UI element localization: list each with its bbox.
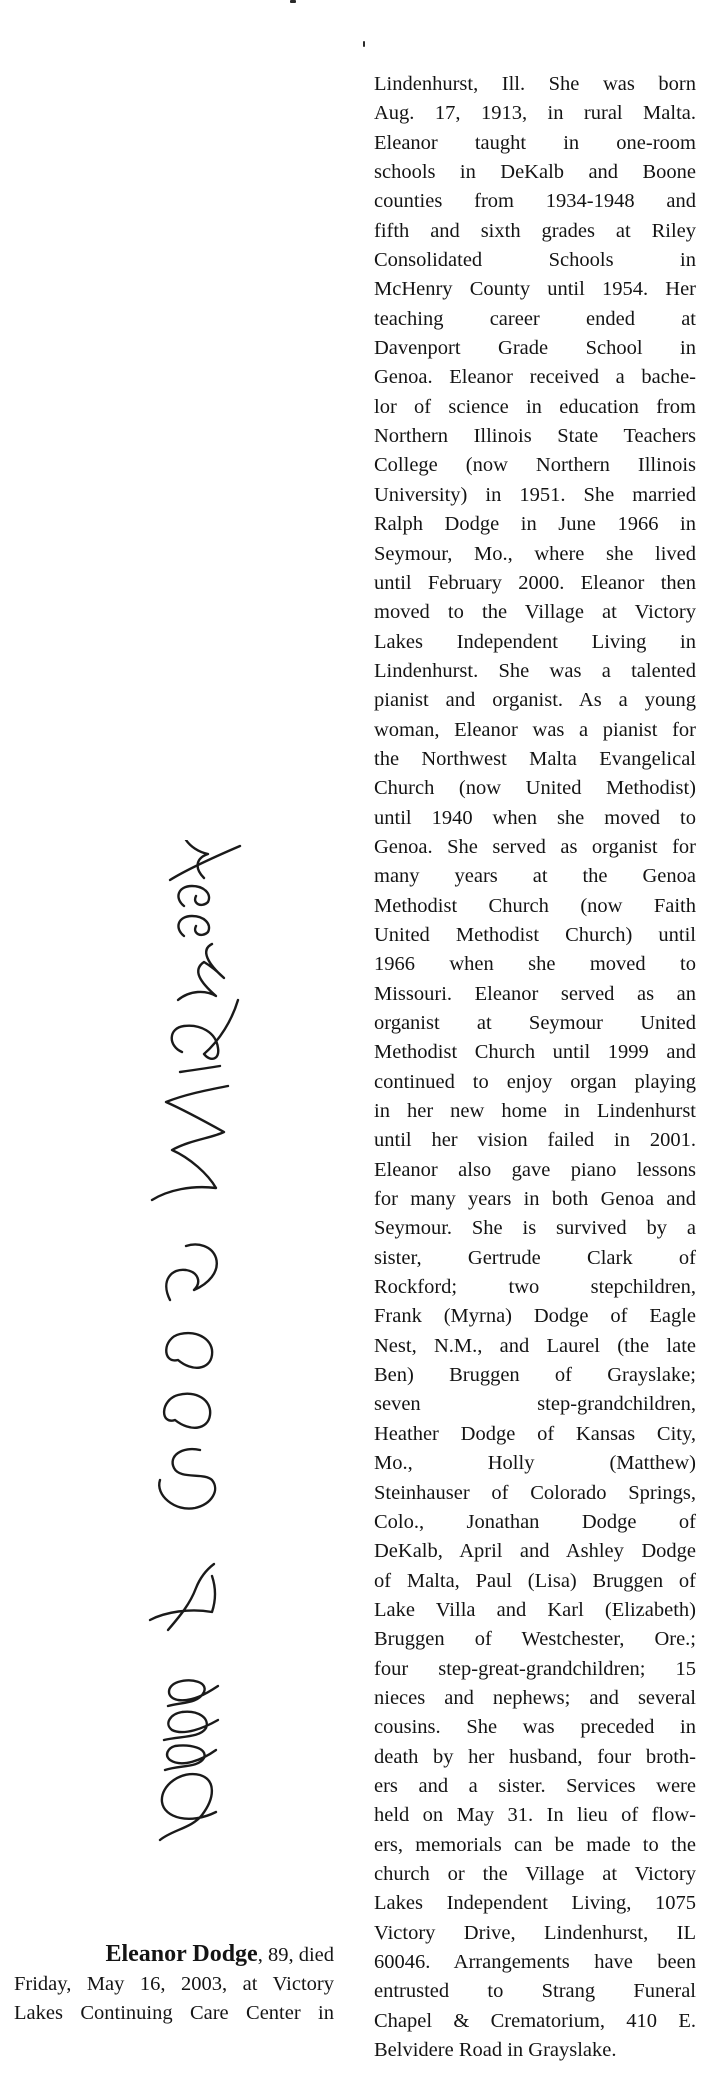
obituary-line: schools in DeKalb and Boone (374, 161, 696, 184)
lead-line-2: Friday, May 16, 2003, at Victory (14, 1972, 334, 1995)
obituary-line: Seymour. She is survived by a (374, 1217, 696, 1240)
obituary-line: McHenry County until 1954. Her (374, 278, 696, 301)
obituary-line: Victory Drive, Lindenhurst, IL (374, 1921, 696, 1944)
handwritten-date-note (120, 840, 260, 1850)
obituary-line: ers and a sister. Services were (374, 1774, 696, 1797)
obituary-line: Ralph Dodge in June 1966 in (374, 513, 696, 536)
obituary-line: seven step-grandchildren, (374, 1393, 696, 1416)
obituary-line: continued to enjoy organ playing (374, 1070, 696, 1093)
obituary-line: University) in 1951. She married (374, 483, 696, 506)
obituary-line: Lake Villa and Karl (Elizabeth) (374, 1598, 696, 1621)
deceased-name: Eleanor Dodge (105, 1941, 258, 1967)
obituary-line: pianist and organist. As a young (374, 689, 696, 712)
obituary-line: entrusted to Strang Funeral (374, 1980, 696, 2003)
obituary-line: Belvidere Road in Grayslake. (374, 2039, 617, 2062)
obituary-line: Lakes Independent Living, 1075 (374, 1892, 696, 1915)
obituary-line: Genoa. Eleanor received a bache- (374, 366, 696, 389)
obituary-line: the Northwest Malta Evangelical (374, 747, 696, 770)
obituary-line: church or the Village at Victory (374, 1862, 696, 1885)
obituary-line: four step-great-grandchildren; 15 (374, 1657, 696, 1680)
handwriting-drawing (120, 840, 260, 1850)
obituary-line: Davenport Grade School in (374, 337, 696, 360)
obituary-line: until 1940 when she moved to (374, 806, 696, 829)
obituary-line: Aug. 17, 1913, in rural Malta. (374, 102, 696, 125)
obituary-line: Northern Illinois State Teachers (374, 425, 696, 448)
lead-line-3: Lakes Continuing Care Center in (14, 2002, 334, 2024)
obituary-line: organist at Seymour United (374, 1012, 696, 1034)
obituary-line: sister, Gertrude Clark of (374, 1246, 696, 1269)
obituary-line: woman, Eleanor was a pianist for (374, 718, 696, 741)
scan-speck (290, 0, 296, 3)
obituary-line: counties from 1934-1948 and (374, 190, 696, 213)
obituary-line: fifth and sixth grades at Riley (374, 219, 696, 242)
obituary-line: Lakes Independent Living in (374, 630, 696, 653)
obituary-line: Ben) Bruggen of Grayslake; (374, 1364, 696, 1387)
obituary-line: until February 2000. Eleanor then (374, 571, 696, 594)
obituary-line: College (now Northern Illinois (374, 454, 696, 477)
obituary-line: Chapel & Crematorium, 410 E. (374, 2009, 696, 2032)
obituary-line: ers, memorials can be made to the (374, 1833, 696, 1856)
obituary-line: in her new home in Lindenhurst (374, 1100, 696, 1123)
obituary-line: Lindenhurst, Ill. She was born (374, 73, 696, 95)
obituary-line: Lindenhurst. She was a talented (374, 659, 696, 682)
lead-line-1 (14, 1940, 334, 1970)
obituary-line: nieces and nephews; and several (374, 1686, 696, 1709)
obituary-line: until her vision failed in 2001. (374, 1129, 696, 1152)
obituary-line: held on May 31. In lieu of flow- (374, 1804, 696, 1827)
obituary-line: Eleanor taught in one-room (374, 131, 696, 154)
lead-line-1-text: , 89, died (257, 1944, 334, 1966)
obituary-line: Methodist Church until 1999 and (374, 1041, 696, 1064)
obituary-body-column (374, 70, 696, 2065)
obituary-line: moved to the Village at Victory (374, 601, 696, 624)
obituary-line: 60046. Arrangements have been (374, 1951, 696, 1973)
obituary-line: Steinhauser of Colorado Springs, (374, 1481, 696, 1504)
obituary-line: DeKalb, April and Ashley Dodge (374, 1540, 696, 1563)
obituary-line: Nest, N.M., and Laurel (the late (374, 1334, 696, 1357)
obituary-line: Frank (Myrna) Dodge of Eagle (374, 1305, 696, 1328)
obituary-line: Colo., Jonathan Dodge of (374, 1510, 696, 1533)
obituary-line: Mo., Holly (Matthew) (374, 1452, 696, 1475)
scan-speck (363, 41, 365, 47)
obituary-line: Methodist Church (now Faith (374, 894, 696, 917)
obituary-line: 1966 when she moved to (374, 953, 696, 976)
obituary-line: many years at the Genoa (374, 865, 696, 888)
obituary-line: cousins. She was preceded in (374, 1716, 696, 1739)
obituary-line: death by her husband, four broth- (374, 1745, 696, 1768)
obituary-line: teaching career ended at (374, 307, 696, 330)
obituary-line: Genoa. She served as organist for (374, 835, 696, 858)
obituary-line: of Malta, Paul (Lisa) Bruggen of (374, 1569, 696, 1592)
obituary-line: for many years in both Genoa and (374, 1188, 696, 1211)
obituary-line: Heather Dodge of Kansas City, (374, 1422, 696, 1445)
obituary-line: lor of science in education from (374, 395, 696, 418)
obituary-line: Bruggen of Westchester, Ore.; (374, 1628, 696, 1651)
obituary-line: United Methodist Church) until (374, 923, 696, 946)
obituary-line: Consolidated Schools in (374, 249, 696, 272)
obituary-line: Eleanor also gave piano lessons (374, 1158, 696, 1181)
obituary-line: Seymour, Mo., where she lived (374, 542, 696, 565)
obituary-line: Missouri. Eleanor served as an (374, 982, 696, 1005)
obituary-lead (14, 1940, 334, 2029)
obituary-line: Church (now United Methodist) (374, 777, 696, 800)
obituary-line: Rockford; two stepchildren, (374, 1276, 696, 1299)
